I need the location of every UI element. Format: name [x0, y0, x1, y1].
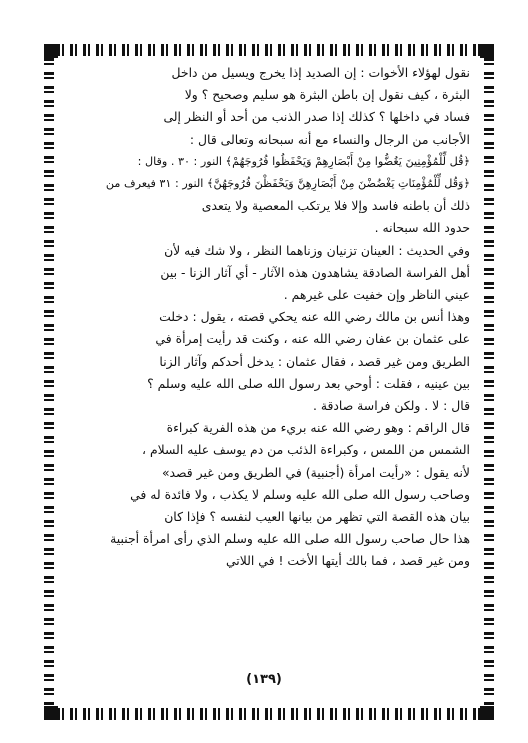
text-line: عيني الناظر وإن خفيت على غيرهم . — [283, 287, 470, 303]
text-line: وصاحب رسول الله صلى الله عليه وسلم لا يكذب ، ولا فائدة له في — [130, 486, 470, 502]
text-line: هذا حال صاحب رسول الله صلى الله عليه وسلم الذي رأى امرأة أجنبية — [110, 531, 470, 547]
decorative-border-right — [484, 58, 494, 706]
text-line: وفي الحديث : العينان تزنيان وزناهما النظر ، ولا شك فيه لأن — [164, 242, 470, 258]
text-line: على عثمان بن عفان رضي الله عنه ، وكنت قد رأيت إمرأة في — [155, 331, 470, 347]
text-line: بين عينيه ، فقلت : أوحي بعد رسول الله صلى الله عليه وسلم ؟ — [147, 375, 470, 391]
page-body-text — [70, 62, 470, 573]
text-line: وهذا أنس بن مالك رضي الله عنه يحكي قصته ، يقول : دخلت — [159, 309, 470, 325]
text-line: أهل الفراسة الصادقة يشاهدون هذه الآثار - أي آثار الزنا - بين — [160, 264, 470, 280]
text-line: لأنه يقول : «رأيت امرأة (أجنبية) في الطريق ومن غير قصد» — [161, 464, 470, 480]
decorative-border-left — [44, 58, 54, 706]
text-line: ذلك أن باطنه فاسد وإلا فلا يرتكب المعصية ولا يتعدى — [201, 198, 470, 214]
text-line: الشمس من اللمس ، وكبراءة الذئب من دم يوسف عليه السلام ، — [142, 442, 470, 458]
text-line: قال الراقم : وهو رضي الله عنه بريء من هذه الفرية كبراءة — [166, 420, 470, 436]
text-line: الأجانب من الرجال والنساء مع أنه سبحانه وتعالى قال : — [189, 131, 470, 147]
text-line: ومن غير قصد ، فما بالك أيتها الأخت ! في اللاتي — [225, 553, 470, 569]
text-line: البثرة ، كيف نقول إن باطن البثرة هو سليم وصحيح ؟ ولا — [184, 87, 470, 103]
decorative-border-top — [44, 44, 492, 56]
border-corner-top-right — [480, 44, 494, 58]
quran-verse-line: ﴿وَقُل لِّلْمُؤْمِنَاتِ يَغْضُضْنَ مِنْ أَبْصَارِهِنَّ وَيَحْفَظْنَ فُرُوجَهُنَّ﴾ النور : ٣١ فيعرف من — [105, 177, 470, 191]
border-corner-top-left — [44, 44, 58, 58]
text-line: الطريق ومن غير قصد ، فقال عثمان : يدخل أحدكم وآثار الزنا — [159, 353, 470, 369]
text-line: حدود الله سبحانه . — [374, 220, 470, 236]
text-line: فساد في داخلها ؟ كذلك إذا صدر الذنب من أحد أو النظر إلى — [163, 109, 470, 125]
text-line: بيان هذه القصة التي تظهر من بيانها العيب لنفسه ؟ فإذا كان — [164, 509, 470, 525]
border-corner-bottom-left — [44, 706, 58, 720]
border-corner-bottom-right — [480, 706, 494, 720]
page-number: (١٣٩) — [246, 672, 282, 687]
decorative-border-bottom — [44, 708, 492, 720]
text-line: قال : لا . ولكن فراسة صادقة . — [312, 398, 470, 414]
quran-verse-line: ﴿قُل لِّلْمُؤْمِنِينَ يَغُضُّوا مِنْ أَبْصَارِهِمْ وَيَحْفَظُوا فُرُوجَهُمْ﴾ النور : ٣٠ . وقال : — [137, 154, 470, 168]
text-line: نقول لهؤلاء الأخوات : إن الصديد إذا يخرج ويسيل من داخل — [171, 65, 470, 80]
